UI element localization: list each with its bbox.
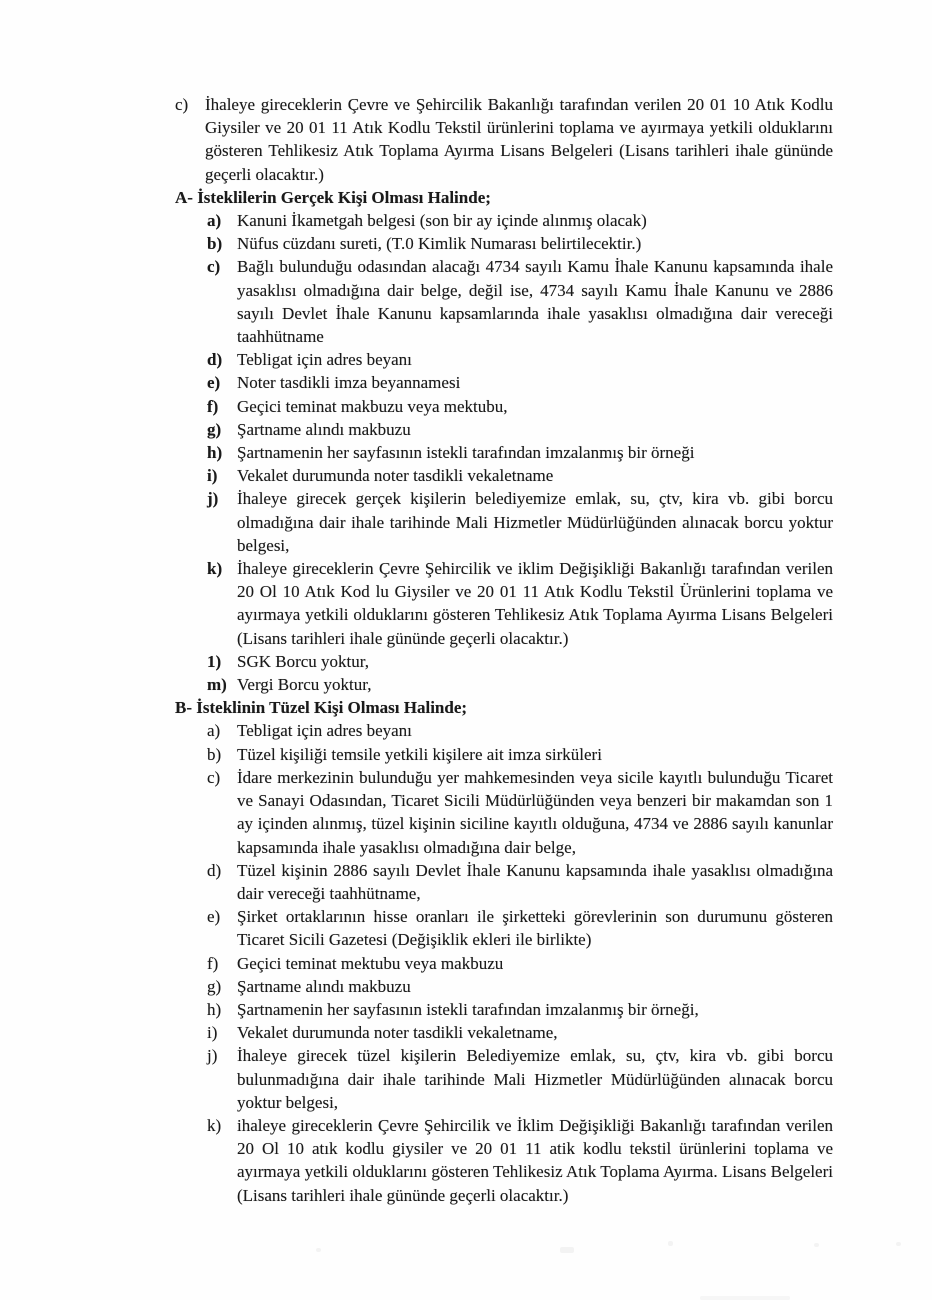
section-b-list (175, 719, 833, 1206)
item-label: h) (207, 443, 223, 463)
scan-noise-speck (814, 1243, 819, 1247)
list-item (207, 859, 833, 905)
item-label: b) (207, 744, 222, 764)
list-item (207, 998, 833, 1021)
item-label: c) (207, 257, 221, 277)
section-a-heading: A- İsteklilerin Gerçek Kişi Olması Halinde; (175, 187, 491, 207)
item-text: Nüfus cüzdanı sureti, (T.0 Kimlik Numarası belirtilecektir.) (237, 234, 642, 254)
list-item (207, 395, 833, 418)
scan-noise-speck (896, 1242, 901, 1246)
item-label: f) (207, 396, 219, 416)
section-a-list (175, 209, 833, 696)
item-label: a) (207, 211, 222, 231)
scan-noise-speck (316, 1248, 321, 1252)
list-item (207, 371, 833, 394)
list-item (207, 418, 833, 441)
item-label: f) (207, 953, 219, 973)
item-text: İhaleye girecek gerçek kişilerin belediyemize emlak, su, çtv, kira vb. gibi borcu olmadığına dair ihale tarihinde Mali Hizmetler Müdürlüğünden alınacak borcu yoktur belgesi, (237, 489, 833, 555)
list-item (207, 952, 833, 975)
list-item (207, 719, 833, 742)
item-text: Şartname alındı makbuzu (237, 419, 411, 439)
list-item (207, 557, 833, 650)
item-text: Vekalet durumunda noter tasdikli vekaletname, (237, 1023, 558, 1043)
scan-noise-smudge (700, 1296, 790, 1300)
list-item (207, 487, 833, 557)
scan-noise-speck (668, 1241, 673, 1246)
item-text: Şartnamenin her sayfasının istekli tarafından imzalanmış bir örneği, (237, 999, 699, 1019)
item-label: d) (207, 860, 222, 880)
item-text: Tebligat için adres beyanı (237, 721, 412, 741)
list-item (207, 673, 833, 696)
section-b-heading: B- İsteklinin Tüzel Kişi Olması Halinde; (175, 698, 468, 718)
list-item (207, 464, 833, 487)
list-item (207, 209, 833, 232)
item-label: h) (207, 999, 222, 1019)
list-item (207, 1114, 833, 1207)
list-item (207, 232, 833, 255)
list-item (207, 905, 833, 951)
list-item (207, 650, 833, 673)
list-item (207, 975, 833, 998)
item-label: e) (207, 373, 221, 393)
list-item (207, 766, 833, 859)
item-label: k) (207, 559, 223, 579)
item-text: Geçici teminat makbuzu veya mektubu, (237, 396, 508, 416)
item-label: j) (207, 1046, 218, 1066)
list-item (207, 441, 833, 464)
item-label: a) (207, 721, 221, 741)
item-text: Kanuni İkametgah belgesi (son bir ay içinde alınmış olacak) (237, 211, 647, 231)
item-label: i) (207, 1023, 218, 1043)
item-text: Şirket ortaklarının hisse oranları ile şirketteki görevlerinin son durumunu gösteren Ticaret Sicili Gazetesi (Değişiklik ekleri ile birlikte) (237, 907, 833, 950)
item-label: 1) (207, 651, 222, 671)
item-label: m) (207, 675, 227, 695)
list-item (207, 1021, 833, 1044)
list-item (207, 743, 833, 766)
item-text: İhaleye girecek tüzel kişilerin Belediyemize emlak, su, çtv, kira vb. gibi borcu bulunmadığına dair ihale tarihinde Mali Hizmetler Müdürlüğünden alınacak borcu yoktur belgesi, (237, 1046, 833, 1112)
item-text: Noter tasdikli imza beyannamesi (237, 373, 461, 393)
item-text: Vergi Borcu yoktur, (237, 675, 372, 695)
item-label: i) (207, 466, 218, 486)
item-text: Şartname alındı makbuzu (237, 976, 411, 996)
document-content (175, 93, 833, 1207)
item-text: Tüzel kişiliği temsile yetkili kişilere ait imza sirküleri (237, 744, 602, 764)
intro-paragraph-label: c) (175, 95, 189, 114)
item-text: Vekalet durumunda noter tasdikli vekaletname (237, 466, 554, 486)
scan-noise-speck (560, 1247, 574, 1253)
item-text: Tebligat için adres beyanı (237, 350, 412, 370)
item-label: b) (207, 234, 223, 254)
list-item (207, 348, 833, 371)
item-text: SGK Borcu yoktur, (237, 651, 370, 671)
item-label: c) (207, 767, 221, 787)
item-text: İdare merkezinin bulunduğu yer mahkemesinden veya sicile kayıtlı bulunduğu Ticaret ve Sanayi Odasından, Ticaret Sicili Müdürlüğünden veya benzeri bir makamdan son 1 ay içinden alınmış, tüzel kişinin siciline kayıtlı olduğuna, 4734 ve 2886 sayılı kanunlar kapsamında ihale yasaklısı olmadığına dair belge, (237, 767, 833, 857)
item-text: Geçici teminat mektubu veya makbuzu (237, 953, 504, 973)
item-text: Şartnamenin her sayfasının istekli tarafından imzalanmış bir örneği (237, 443, 695, 463)
list-item (207, 1044, 833, 1114)
item-text: İhaleye gireceklerin Çevre Şehircilik ve iklim Değişikliği Bakanlığı tarafından verilen 20 Ol 10 Atık Kod lu Giysiler ve 20 01 11 Atık Kodlu Tekstil Ürünlerini toplama ve ayırmaya yetkili olduklarını gösteren Tehlikesiz Atık Toplama Ayırma Lisans Belgeleri (Lisans tarihleri ihale gününde geçerli olacaktır.) (237, 559, 833, 648)
item-label: g) (207, 419, 222, 439)
item-label: j) (207, 489, 219, 509)
item-label: k) (207, 1115, 222, 1135)
item-text: Bağlı bulunduğu odasından alacağı 4734 sayılı Kamu İhale Kanunu kapsamında ihale yasaklısı olmadığına dair belge, değil ise, 4734 sayılı Kamu İhale Kanunu ve 2886 sayılı Devlet İhale Kanunu kapsamlarında ihale yasaklısı olmadığına dair vereceği taahhütname (237, 257, 833, 347)
item-text: Tüzel kişinin 2886 sayılı Devlet İhale Kanunu kapsamında ihale yasaklısı olmadığına dair vereceği taahhütname, (237, 860, 833, 903)
intro-paragraph (175, 93, 833, 186)
item-label: g) (207, 976, 222, 996)
list-item (207, 255, 833, 348)
item-label: d) (207, 350, 223, 370)
item-text: ihaleye gireceklerin Çevre Şehircilik ve İklim Değişikliği Bakanlığı tarafından verilen 20 Ol 10 atık kodlu giysiler ve 20 01 11 atik kodlu tekstil ürünlerini toplama ve ayırmaya yetkili olduklarını gösteren Tehlikesiz Atık Toplama Ayırma. Lisans Belgeleri (Lisans tarihleri ihale gününde geçerli olacaktır.) (237, 1115, 833, 1205)
item-label: e) (207, 907, 221, 927)
intro-paragraph-text: İhaleye gireceklerin Çevre ve Şehircilik Bakanlığı tarafından verilen 20 01 10 Atık Kodlu Giysiler ve 20 01 11 Atık Kodlu Tekstil ürünlerini toplama ve ayırmaya yetkili olduklarını gösteren Tehlikesiz Atık Toplama Ayırma Lisans Belgeleri (Lisans tarihleri ihale gününde geçerli olacaktır.) (205, 95, 833, 184)
